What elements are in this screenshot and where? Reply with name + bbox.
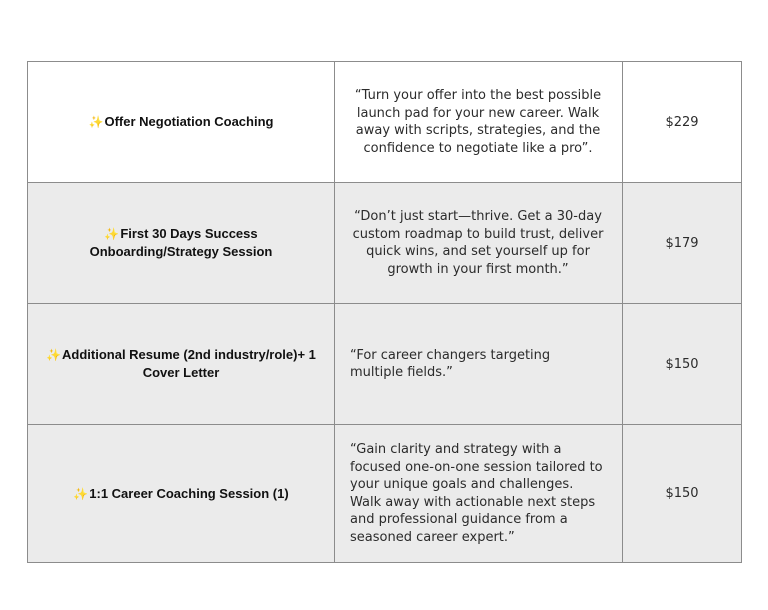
service-price: $179 — [623, 183, 742, 304]
service-price: $150 — [623, 304, 742, 425]
table-row — [28, 425, 742, 563]
sparkle-icon: ✨ — [46, 348, 62, 362]
service-name: 1:1 Career Coaching Session (1) — [89, 485, 289, 501]
service-name: Offer Negotiation Coaching — [104, 114, 274, 129]
service-name-cell — [28, 304, 335, 425]
sparkle-icon: ✨ — [104, 227, 120, 241]
service-description: “Don’t just start—thrive. Get a 30-day custom roadmap to build trust, deliver quick wins, and set yourself up for growth in your first month.” — [335, 183, 623, 304]
service-price: $150 — [623, 425, 742, 563]
service-description: “Gain clarity and strategy with a focused one-on-one session tailored to your unique goals and challenges. Walk away with actionable next steps and professional guidance from a seasoned career expert.” — [335, 425, 623, 563]
sparkle-icon: ✨ — [73, 486, 89, 501]
table-row — [28, 62, 742, 183]
service-price: $229 — [623, 62, 742, 183]
service-name-cell — [28, 62, 335, 183]
service-name: First 30 Days Success Onboarding/Strategy Session — [89, 226, 273, 259]
table-row — [28, 304, 742, 425]
service-name-cell — [28, 183, 335, 304]
service-description: “Turn your offer into the best possible launch pad for your new career. Walk away with scripts, strategies, and the confidence to negotiate like a pro”. — [335, 62, 623, 183]
table-row — [28, 183, 742, 304]
service-name-cell — [28, 425, 335, 563]
services-price-table — [27, 61, 742, 563]
sparkle-icon: ✨ — [88, 115, 104, 129]
service-description: “For career changers targeting multiple fields.” — [335, 304, 623, 425]
service-name: Additional Resume (2nd industry/role)+ 1 Cover Letter — [62, 347, 316, 380]
